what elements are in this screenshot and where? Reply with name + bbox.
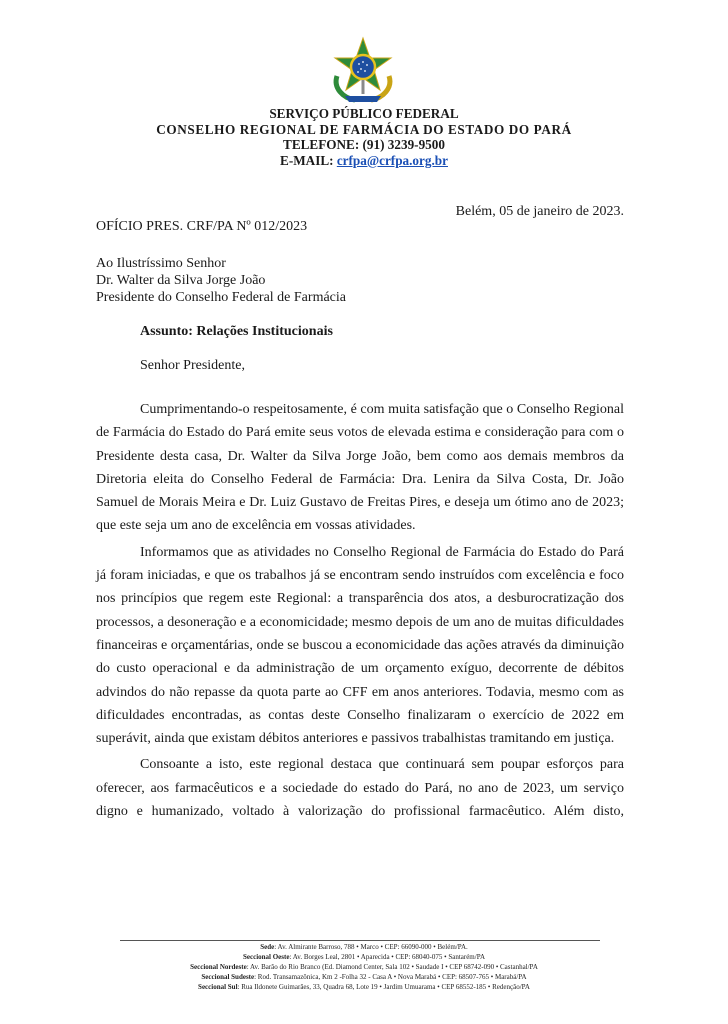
footer-text: : Rod. Transamazônica, Km 2 -Folha 32 - Casa A • Nova Marabá • CEP: 68507-765 • Marabá/PA	[254, 973, 527, 981]
footer-line	[96, 982, 632, 992]
letter-subject: Assunto: Relações Institucionais	[140, 324, 333, 339]
footer-label: Seccional Sul	[198, 983, 238, 991]
header-service-name: SERVIÇO PÚBLICO FEDERAL	[269, 106, 459, 121]
body-paragraph: Consoante a isto, este regional destaca que continuará sem poupar esforços para oferecer, aos farmacêuticos e a sociedade do estado do Pará, no ano de 2023, um serviço digno e humanizado, voltado à valorização do profissional farmacêutico. Além disto,	[96, 757, 624, 820]
header-email-row	[0, 153, 728, 169]
footer-label: Sede	[260, 943, 275, 951]
footer-text: : Rua Ildonete Guimarães, 33, Quadra 68, Lote 19 • Jardim Umuarama • CEP 68552-185 • Redenção/PA	[237, 983, 530, 991]
email-link[interactable]: crfpa@crfpa.org.br	[336, 152, 448, 168]
letter-body	[96, 398, 624, 826]
footer-label: Seccional Oeste	[242, 953, 290, 961]
footer-line	[96, 972, 632, 982]
footer-text: : Av. Almirante Barroso, 788 • Marco • CEP: 66090-000 • Belém/PA.	[274, 943, 468, 951]
addressee-block	[96, 255, 346, 306]
footer-line	[96, 942, 632, 952]
footer-divider	[120, 940, 600, 941]
body-paragraph: Informamos que as atividades no Conselho Regional de Farmácia do Estado do Pará já foram iniciadas, e que os trabalhos já se encontram sendo instruídos com excelência e foco nos princípios que regem este Regional: a transparência dos atos, a desburocratização dos processos, a desoneração e a economicidade; mesmo depois de um ano de muitas dificuldades financeiras e orçamentárias, onde se buscou a economicidade das ações através da diminuição do custo operacional e da administração de um orçamento exíguo, decorrente de débitos advindos do não repasse da quota parte ao CFF em anos anteriores. Todavia, mesmo com as dificuldades encontradas, as contas deste Conselho finalizaram o exercício de 2022 em superávit, ainda que existam débitos anteriores e passivos trabalhistas tramitando em justiça.	[96, 544, 624, 747]
body-paragraph: Cumprimentando-o respeitosamente, é com muita satisfação que o Conselho Regional de Farmácia do Estado do Pará emite seus votos de elevada estima e consideração para com o Presidente desta casa, Dr. Walter da Silva Jorge João, bem como aos demais membros da Diretoria eleita do Conselho Federal de Farmácia: Dra. Lenira da Silva Costa, Dr. João Samuel de Morais Meira e Dr. Luiz Gustavo de Freitas Pires, e deseja um ótimo ano de 2023; que este seja um ano de excelência em vossas atividades.	[96, 402, 624, 534]
addressee-line: Dr. Walter da Silva Jorge João	[96, 273, 266, 288]
addressee-line: Ao Ilustríssimo Senhor	[96, 256, 226, 271]
header-phone: TELEFONE: (91) 3239-9500	[283, 137, 445, 153]
letter-reference: OFÍCIO PRES. CRF/PA Nº 012/2023	[96, 219, 308, 234]
footer-text: : Av. Borges Leal, 2801 • Aparecida • CEP: 68040-075 • Santarém/PA	[289, 953, 486, 961]
header-email-label: E-MAIL:	[280, 152, 334, 168]
footer-line	[96, 962, 632, 972]
footer-text: : Av. Barão do Rio Branco (Ed. Diamond Center, Sala 102 • Saudade I • CEP 68742-090 • Castanhal/PA	[246, 963, 538, 971]
letter-date: Belém, 05 de janeiro de 2023.	[455, 204, 624, 219]
footer-addresses	[96, 942, 632, 992]
footer-label: Seccional Sudeste	[201, 973, 255, 981]
addressee-line: Presidente do Conselho Federal de Farmácia	[96, 290, 346, 305]
brazil-coat-of-arms-icon	[325, 36, 401, 106]
letter-greeting: Senhor Presidente,	[140, 358, 245, 373]
letterhead	[0, 106, 728, 168]
footer-label: Seccional Nordeste	[190, 963, 247, 971]
footer-line	[96, 952, 632, 962]
header-council-name: CONSELHO REGIONAL DE FARMÁCIA DO ESTADO DO PARÁ	[156, 121, 572, 137]
